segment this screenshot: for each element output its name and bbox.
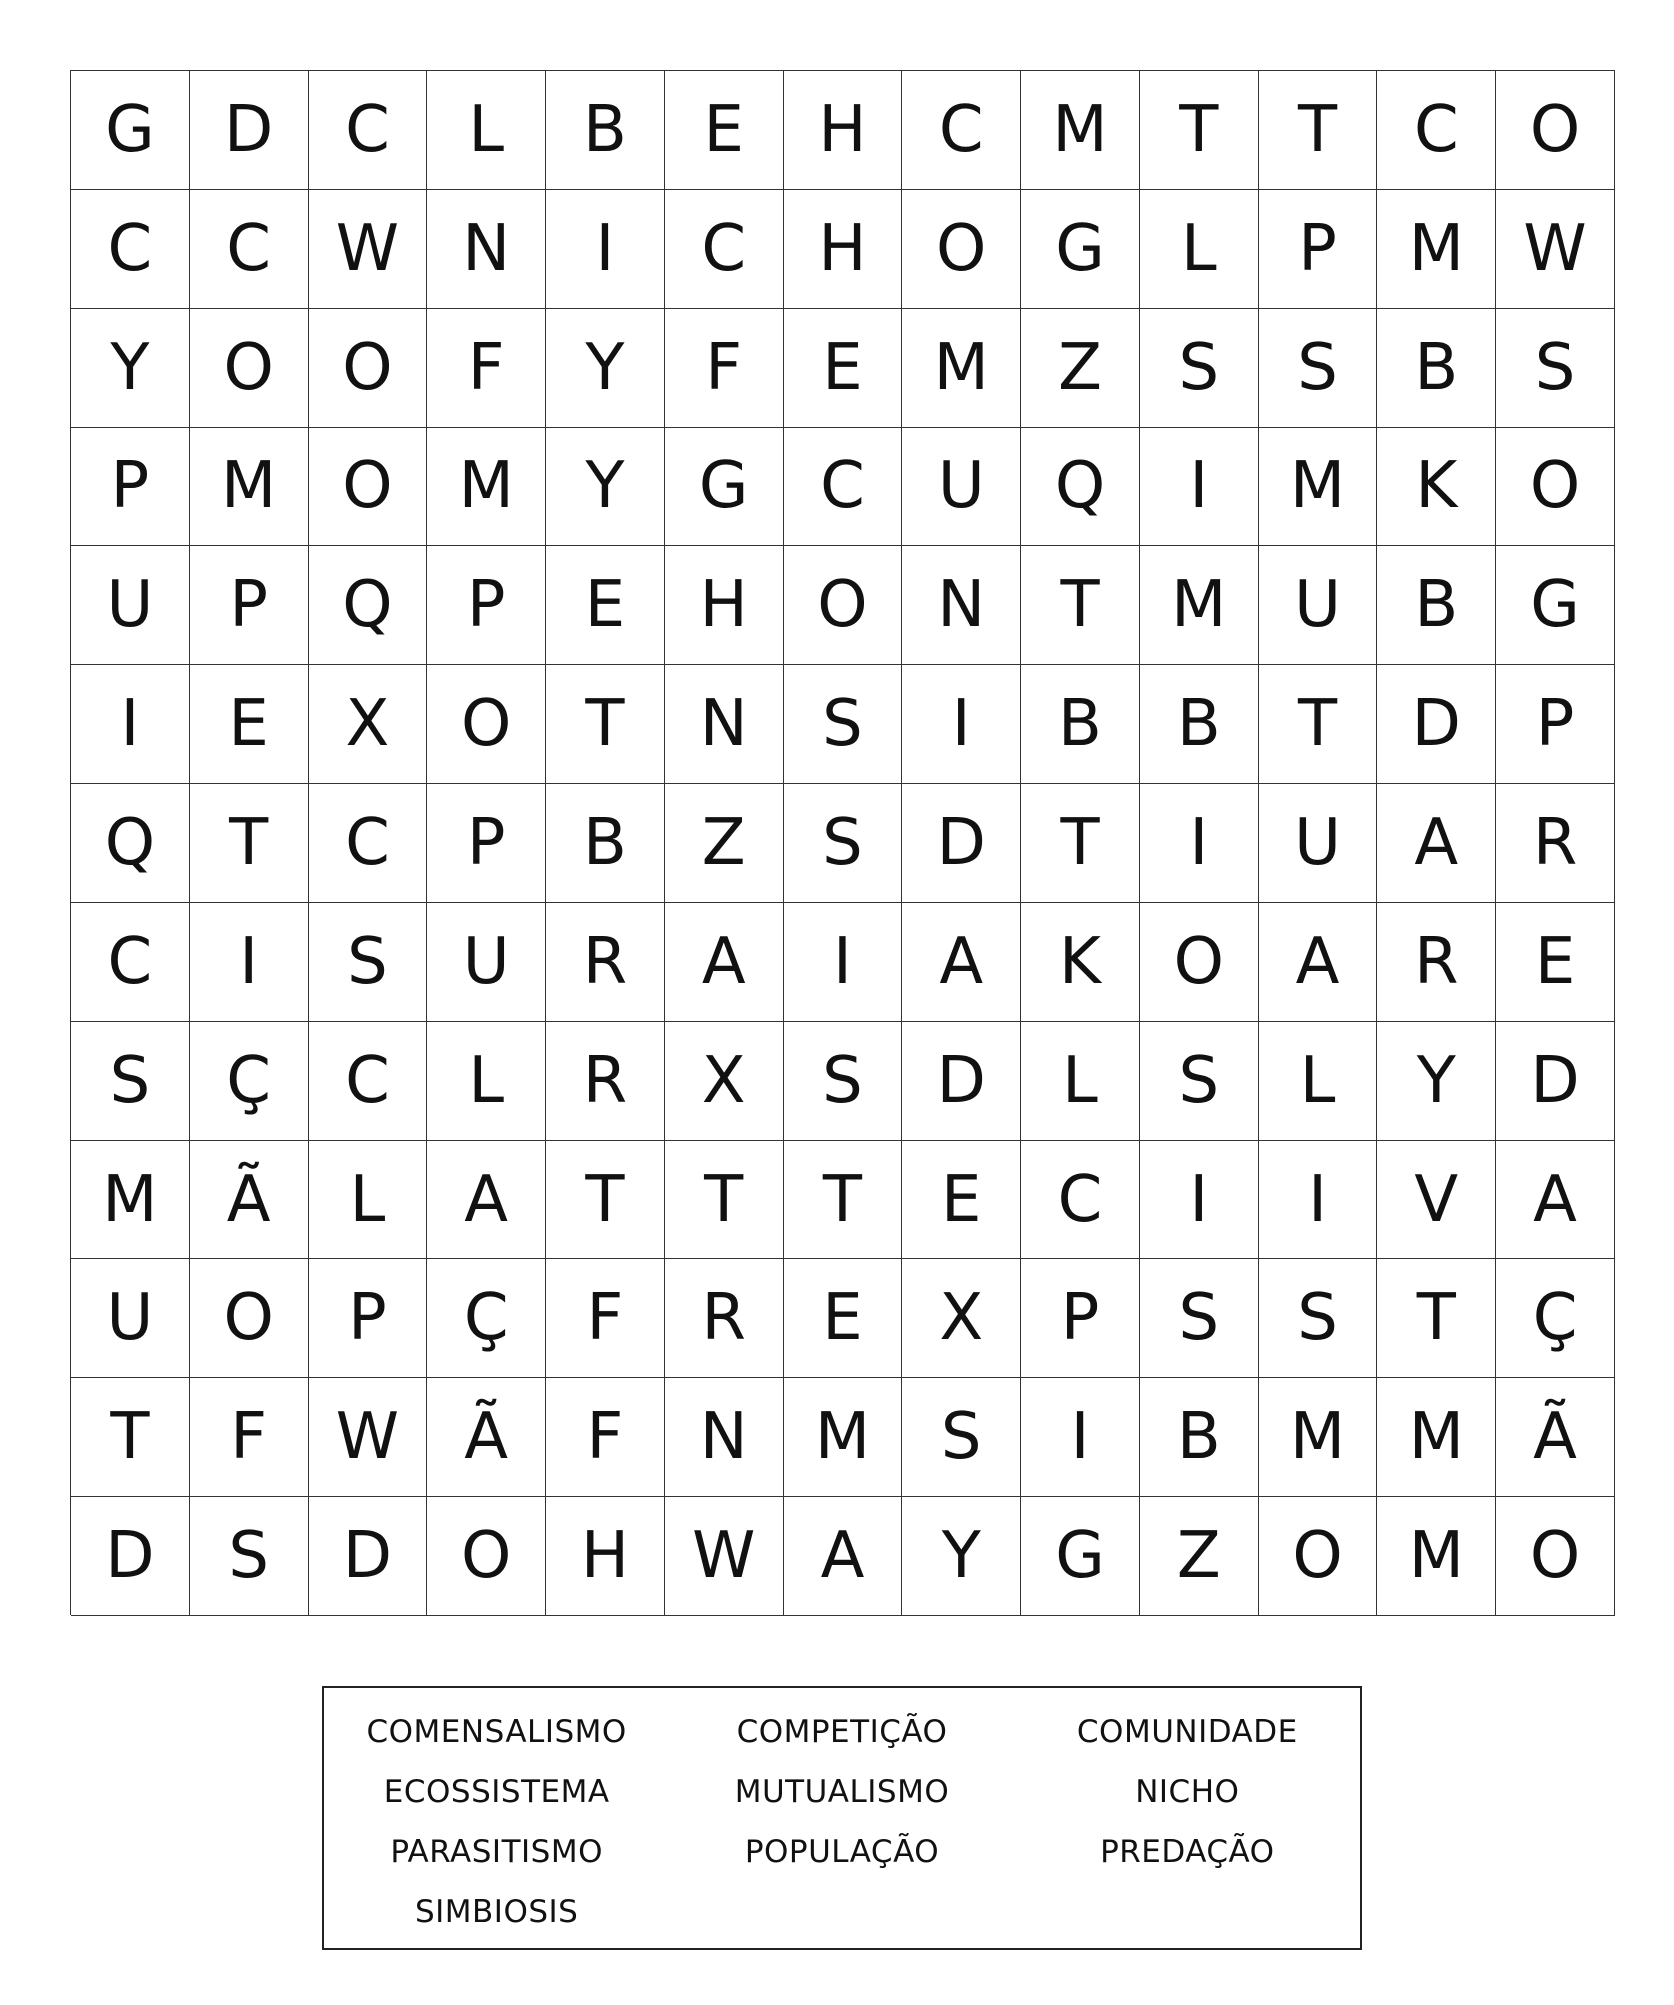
grid-cell[interactable]: L [1021,1022,1140,1141]
grid-cell[interactable]: K [1021,903,1140,1022]
grid-cell[interactable]: L [427,1022,546,1141]
grid-cell[interactable]: X [902,1259,1021,1378]
grid-cell[interactable]: T [665,1141,784,1260]
grid-cell[interactable]: T [1140,71,1259,190]
grid-cell[interactable]: G [71,71,190,190]
grid-cell[interactable]: G [1021,1497,1140,1616]
grid-cell[interactable]: F [546,1378,665,1497]
grid-cell[interactable]: O [1496,428,1615,547]
grid-cell[interactable]: R [1496,784,1615,903]
grid-cell[interactable]: A [902,903,1021,1022]
grid-cell[interactable]: M [427,428,546,547]
grid-cell[interactable]: H [546,1497,665,1616]
grid-cell[interactable]: O [190,309,309,428]
grid-cell[interactable]: P [309,1259,428,1378]
grid-cell[interactable]: S [190,1497,309,1616]
grid-cell[interactable]: O [1140,903,1259,1022]
grid-cell[interactable]: E [190,665,309,784]
grid-cell[interactable]: S [902,1378,1021,1497]
grid-cell[interactable]: M [784,1378,903,1497]
grid-row [71,1259,1615,1378]
grid-cell[interactable]: S [1259,1259,1378,1378]
grid-cell[interactable]: M [1377,190,1496,309]
grid-cell[interactable]: W [309,1378,428,1497]
grid-cell[interactable]: I [71,665,190,784]
grid-cell[interactable]: S [1496,309,1615,428]
grid-cell[interactable]: B [1021,665,1140,784]
grid-cell[interactable]: P [427,546,546,665]
grid-cell[interactable]: A [1259,903,1378,1022]
grid-cell[interactable]: I [546,190,665,309]
grid-cell[interactable]: H [784,71,903,190]
grid-cell[interactable]: Z [665,784,784,903]
grid-cell[interactable]: R [546,1022,665,1141]
grid-cell[interactable]: Y [546,309,665,428]
word-bank-item: ECOSSISTEMA [383,1774,610,1810]
grid-cell[interactable]: O [309,428,428,547]
grid-cell[interactable]: D [1377,665,1496,784]
grid-cell[interactable]: D [71,1497,190,1616]
grid-cell[interactable]: S [71,1022,190,1141]
grid-cell[interactable]: M [1259,1378,1378,1497]
grid-cell[interactable]: O [902,190,1021,309]
grid-cell[interactable]: A [427,1141,546,1260]
grid-cell[interactable]: I [1021,1378,1140,1497]
grid-cell[interactable]: Y [1377,1022,1496,1141]
grid-cell[interactable]: S [1140,1259,1259,1378]
grid-cell[interactable]: P [1496,665,1615,784]
word-bank-item: PARASITISMO [390,1834,603,1870]
grid-cell[interactable]: A [1496,1141,1615,1260]
grid-cell[interactable]: I [1140,428,1259,547]
grid-cell[interactable]: C [71,903,190,1022]
grid-cell[interactable]: N [665,1378,784,1497]
grid-row [71,1378,1615,1497]
word-bank-item: COMPETIÇÃO [736,1714,948,1750]
word-bank-item: NICHO [1135,1774,1240,1810]
grid-cell[interactable]: C [190,190,309,309]
grid-cell[interactable]: Ã [427,1378,546,1497]
grid-cell[interactable]: D [190,71,309,190]
grid-row [71,309,1615,428]
word-bank-column [669,1702,1014,1948]
grid-cell[interactable]: Ç [190,1022,309,1141]
grid-cell[interactable]: P [190,546,309,665]
grid-cell[interactable]: S [784,784,903,903]
grid-row [71,546,1615,665]
grid-row [71,903,1615,1022]
grid-cell[interactable]: A [784,1497,903,1616]
grid-cell[interactable]: U [1259,784,1378,903]
grid-cell[interactable]: E [784,309,903,428]
grid-cell[interactable]: T [190,784,309,903]
grid-cell[interactable]: M [1021,71,1140,190]
grid-cell[interactable]: P [1259,190,1378,309]
grid-cell[interactable]: B [546,784,665,903]
grid-cell[interactable]: N [427,190,546,309]
grid-cell[interactable]: T [71,1378,190,1497]
grid-cell[interactable]: L [1259,1022,1378,1141]
grid-cell[interactable]: T [784,1141,903,1260]
word-search-grid [70,70,1615,1615]
grid-cell[interactable]: M [1259,428,1378,547]
grid-cell[interactable]: D [902,784,1021,903]
grid-cell[interactable]: Ç [1496,1259,1615,1378]
grid-cell[interactable]: C [902,71,1021,190]
grid-cell[interactable]: E [546,546,665,665]
grid-cell[interactable]: C [309,71,428,190]
grid-row [71,428,1615,547]
grid-cell[interactable]: C [665,190,784,309]
grid-row [71,1141,1615,1260]
grid-cell[interactable]: W [665,1497,784,1616]
grid-cell[interactable]: G [1021,190,1140,309]
grid-cell[interactable]: O [309,309,428,428]
grid-cell[interactable]: O [427,665,546,784]
grid-cell[interactable]: D [902,1022,1021,1141]
grid-cell[interactable]: L [427,71,546,190]
grid-cell[interactable]: O [784,546,903,665]
grid-cell[interactable]: C [1377,71,1496,190]
grid-cell[interactable]: O [427,1497,546,1616]
grid-cell[interactable]: I [1259,1141,1378,1260]
grid-cell[interactable]: H [784,190,903,309]
word-bank-item: PREDAÇÃO [1100,1834,1275,1870]
grid-cell[interactable]: L [309,1141,428,1260]
grid-cell[interactable]: N [665,665,784,784]
word-bank-item: COMENSALISMO [366,1714,627,1750]
grid-cell[interactable]: Y [902,1497,1021,1616]
grid-cell[interactable]: S [1140,309,1259,428]
grid-cell[interactable]: M [1140,546,1259,665]
grid-row [71,1497,1615,1616]
grid-cell[interactable]: U [427,903,546,1022]
grid-cell[interactable]: G [665,428,784,547]
grid-cell[interactable]: D [1496,1022,1615,1141]
grid-cell[interactable]: T [1377,1259,1496,1378]
grid-cell[interactable]: W [309,190,428,309]
grid-cell[interactable]: P [71,428,190,547]
grid-cell[interactable]: Ã [190,1141,309,1260]
word-bank-column [324,1702,669,1948]
grid-cell[interactable]: S [1259,309,1378,428]
word-bank-item: COMUNIDADE [1076,1714,1298,1750]
grid-cell[interactable]: D [309,1497,428,1616]
grid-cell[interactable]: T [1021,546,1140,665]
grid-cell[interactable]: S [784,665,903,784]
grid-cell[interactable]: K [1377,428,1496,547]
grid-cell[interactable]: I [902,665,1021,784]
grid-cell[interactable]: P [1021,1259,1140,1378]
grid-cell[interactable]: U [902,428,1021,547]
grid-cell[interactable]: F [546,1259,665,1378]
word-bank-item: SIMBIOSIS [414,1894,579,1930]
grid-cell[interactable]: X [309,665,428,784]
grid-cell[interactable]: Z [1140,1497,1259,1616]
grid-cell[interactable]: S [784,1022,903,1141]
grid-cell[interactable]: Q [71,784,190,903]
grid-cell[interactable]: E [665,71,784,190]
grid-cell[interactable]: I [190,903,309,1022]
grid-cell[interactable]: B [546,71,665,190]
grid-cell[interactable]: Y [546,428,665,547]
word-bank-column [1015,1702,1360,1948]
grid-cell[interactable]: U [1259,546,1378,665]
grid-cell[interactable]: B [1377,546,1496,665]
grid-cell[interactable]: T [546,1141,665,1260]
grid-cell[interactable]: R [1377,903,1496,1022]
grid-cell[interactable]: O [1496,71,1615,190]
grid-cell[interactable]: X [665,1022,784,1141]
grid-cell[interactable]: L [1140,190,1259,309]
grid-cell[interactable]: T [1259,665,1378,784]
grid-cell[interactable]: Ã [1496,1378,1615,1497]
grid-cell[interactable]: M [190,428,309,547]
grid-row [71,665,1615,784]
grid-cell[interactable]: S [1140,1022,1259,1141]
grid-cell[interactable]: Q [1021,428,1140,547]
grid-cell[interactable]: C [71,190,190,309]
grid-cell[interactable]: F [665,309,784,428]
grid-cell[interactable]: R [546,903,665,1022]
grid-cell[interactable]: C [784,428,903,547]
grid-row [71,190,1615,309]
grid-cell[interactable]: M [902,309,1021,428]
grid-cell[interactable]: Q [309,546,428,665]
word-bank-item: MUTUALISMO [734,1774,950,1810]
grid-cell[interactable]: O [1496,1497,1615,1616]
grid-cell[interactable]: B [1140,1378,1259,1497]
grid-cell[interactable]: C [309,1022,428,1141]
grid-cell[interactable]: E [902,1141,1021,1260]
grid-cell[interactable]: I [784,903,903,1022]
grid-cell[interactable]: U [71,1259,190,1378]
grid-cell[interactable]: C [1021,1141,1140,1260]
grid-cell[interactable]: A [665,903,784,1022]
grid-cell[interactable]: Ç [427,1259,546,1378]
word-bank [322,1686,1362,1950]
grid-cell[interactable]: I [1140,784,1259,903]
grid-row [71,1022,1615,1141]
grid-row [71,71,1615,190]
grid-cell[interactable]: R [665,1259,784,1378]
grid-cell[interactable]: T [546,665,665,784]
word-bank-item: POPULAÇÃO [744,1834,940,1870]
grid-cell[interactable]: I [1140,1141,1259,1260]
grid-cell[interactable]: B [1377,309,1496,428]
grid-row [71,784,1615,903]
grid-cell[interactable]: E [784,1259,903,1378]
grid-cell[interactable]: F [427,309,546,428]
grid-cell[interactable]: O [190,1259,309,1378]
grid-cell[interactable]: M [71,1141,190,1260]
grid-cell[interactable]: P [427,784,546,903]
grid-cell[interactable]: Y [71,309,190,428]
grid-cell[interactable]: S [309,903,428,1022]
grid-cell[interactable]: E [1496,903,1615,1022]
grid-cell[interactable]: M [1377,1497,1496,1616]
grid-cell[interactable]: N [902,546,1021,665]
grid-cell[interactable]: W [1496,190,1615,309]
grid-cell[interactable]: H [665,546,784,665]
grid-cell[interactable]: T [1259,71,1378,190]
grid-cell[interactable]: F [190,1378,309,1497]
grid-cell[interactable]: Z [1021,309,1140,428]
grid-cell[interactable]: C [309,784,428,903]
grid-cell[interactable]: O [1259,1497,1378,1616]
grid-cell[interactable]: G [1496,546,1615,665]
grid-cell[interactable]: B [1140,665,1259,784]
grid-cell[interactable]: A [1377,784,1496,903]
grid-cell[interactable]: T [1021,784,1140,903]
grid-cell[interactable]: V [1377,1141,1496,1260]
grid-cell[interactable]: M [1377,1378,1496,1497]
grid-cell[interactable]: U [71,546,190,665]
